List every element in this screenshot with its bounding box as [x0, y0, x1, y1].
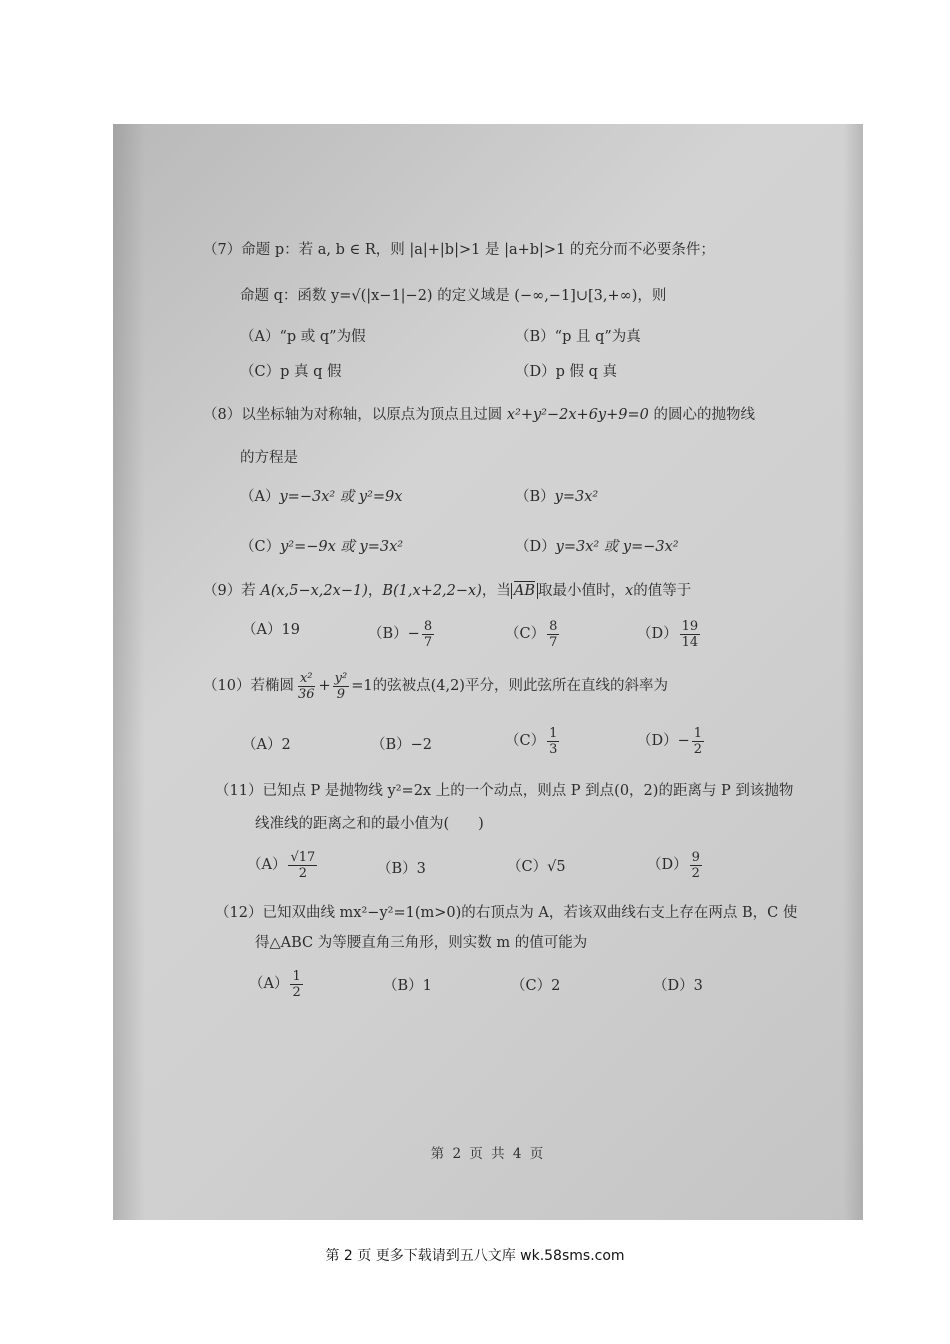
option-label: （C） — [240, 539, 281, 555]
q8-option-a[interactable] — [240, 490, 402, 505]
question-8-line-2 — [240, 451, 298, 466]
question-text: 若 — [241, 583, 256, 599]
fraction: $\frac{1}{3}$ — [549, 726, 558, 757]
question-text: 的值等于 — [633, 583, 692, 599]
question-number: （12） — [215, 905, 263, 921]
option-label: （C） — [505, 733, 546, 750]
q10-option-d[interactable] — [637, 727, 706, 756]
fraction: $\frac{9}{2}$ — [691, 850, 700, 881]
fraction: $\frac{8}{7}$ — [549, 619, 558, 650]
variable-x: x — [625, 583, 634, 599]
q8-option-b[interactable] — [515, 490, 598, 505]
question-number: （8） — [203, 407, 242, 423]
question-text: 若椭圆 — [250, 678, 294, 695]
equation-rhs: =1 — [351, 678, 373, 695]
fraction: $\frac{√17}{2}$ — [290, 850, 316, 881]
question-12-line-1 — [215, 906, 797, 921]
question-10-line-1: （10） 若椭圆 $\frac{\text{x²}}{36}$ + $\frac{\text{y²}}{9}$ =1 的弦被点(4,2)平分，则此弦所在直线的斜率为 — [203, 671, 668, 702]
q7-option-b[interactable] — [515, 330, 641, 345]
option-text: （A）“p 或 q”为假 — [240, 329, 366, 345]
fraction: $\frac{1}{2}$ — [292, 969, 301, 1000]
question-7-line-1 — [203, 243, 715, 258]
q10-option-a[interactable] — [242, 738, 291, 753]
question-number: （10） — [203, 678, 251, 695]
q7-option-c[interactable] — [240, 365, 342, 380]
point-b: B(1,x+2,2−x) — [382, 583, 482, 599]
q11-option-c[interactable] — [507, 860, 566, 875]
page-number: 第 2 页 共 4 页 — [430, 1146, 546, 1162]
question-text: ，当 — [481, 583, 511, 599]
option-text: （A）2 — [242, 737, 291, 753]
question-8-line-1 — [203, 408, 755, 423]
question-text: 已知双曲线 mx²−y²=1(m>0)的右顶点为 A，若该双曲线右支上存在两点 B，C 使 — [262, 905, 798, 921]
q9-option-a[interactable] — [242, 623, 300, 638]
q8-option-d[interactable] — [515, 540, 679, 555]
photo-shadow-left — [113, 124, 145, 1220]
question-text: 的方程是 — [240, 450, 298, 466]
option-text: （B）“p 且 q”为真 — [515, 329, 641, 345]
photo-shadow-right — [843, 124, 863, 1220]
q11-option-b[interactable] — [377, 862, 426, 877]
q12-option-a[interactable] — [249, 970, 305, 999]
option-text: （A）19 — [242, 622, 300, 638]
option-label: （A） — [240, 489, 280, 505]
question-12-line-2 — [255, 936, 587, 951]
q9-option-c[interactable] — [505, 620, 561, 649]
q7-option-a[interactable] — [240, 330, 366, 345]
option-label: （B） — [368, 626, 408, 643]
q11-option-d[interactable] — [647, 851, 704, 880]
option-text: y²=−9x 或 y=3x² — [280, 539, 404, 555]
option-text: （B）−2 — [371, 737, 433, 753]
proposition-p: 命题 p：若 a, b ∈ R，则 |a|+|b|>1 是 |a+b|>1 的充分而不必要条件； — [241, 242, 715, 258]
question-number: （11） — [215, 783, 263, 799]
fraction: $\frac{19}{14}$ — [681, 619, 699, 650]
option-text: （B）3 — [377, 861, 426, 877]
point-a: A(x,5−x,2x−1) — [260, 583, 368, 599]
question-text: 以坐标轴为对称轴，以原点为顶点且过圆 — [241, 407, 503, 423]
option-label: （A） — [247, 857, 287, 874]
option-text: （D）p 假 q 真 — [515, 364, 618, 380]
vector-ab: AB — [513, 583, 536, 599]
question-9-line-1: （9）若 A(x,5−x,2x−1)，B(1,x+2,2−x)，当 AB 取最小值时，x的值等于 — [203, 583, 692, 599]
question-number: （7） — [203, 242, 242, 258]
fraction: $\frac{8}{7}$ — [423, 619, 433, 650]
q10-option-c[interactable] — [505, 727, 561, 756]
q12-option-b[interactable] — [383, 979, 432, 994]
question-text: 的圆心的抛物线 — [653, 407, 755, 423]
option-text: （B）1 — [383, 978, 432, 994]
proposition-q: 命题 q：函数 y=√(|x−1|−2) 的定义域是 (−∞,−1]∪[3,+∞)，则 — [240, 288, 667, 304]
question-text: 得△ABC 为等腰直角三角形，则实数 m 的值可能为 — [255, 935, 588, 951]
q9-option-b[interactable]: （B） − $\frac{8}{7}$ — [368, 619, 433, 650]
fraction: $\frac{1}{2}$ — [693, 726, 703, 757]
fraction-x: $\frac{\text{x²}}{36}$ — [297, 671, 315, 702]
option-label: （B） — [515, 489, 555, 505]
question-text: 的弦被点(4,2)平分，则此弦所在直线的斜率为 — [372, 678, 668, 695]
q12-option-d[interactable] — [653, 979, 703, 994]
option-text: （C）p 真 q 假 — [240, 364, 342, 380]
option-text: y=3x² — [554, 489, 599, 505]
q8-option-c[interactable] — [240, 540, 403, 555]
q12-option-c[interactable] — [511, 979, 560, 994]
fraction-y: $\frac{\text{y²}}{9}$ — [334, 671, 348, 702]
q7-option-d[interactable] — [515, 365, 617, 380]
question-text: 已知点 P 是抛物线 y²=2x 上的一个动点，则点 P 到点(0，2)的距离与 P 到该抛物 — [262, 783, 794, 799]
question-text: 线准线的距离之和的最小值为( ) — [255, 816, 484, 832]
option-text: y=3x² 或 y=−3x² — [555, 539, 679, 555]
option-label: （C） — [505, 626, 546, 643]
scanned-page-photo — [113, 124, 863, 1220]
circle-equation: x²+y²−2x+6y+9=0 — [506, 407, 649, 423]
option-label: （D） — [637, 626, 678, 643]
q9-option-d[interactable] — [637, 620, 702, 649]
option-text: （C）2 — [511, 978, 561, 994]
option-text: y=−3x² 或 y²=9x — [279, 489, 403, 505]
question-number: （9） — [203, 583, 242, 599]
footer-caption: 第 2 页 更多下载请到五八文库 wk.58sms.com — [325, 1248, 625, 1264]
option-label: （D）− — [637, 733, 690, 750]
question-text: 取最小值时， — [538, 583, 626, 599]
question-7-line-2 — [240, 289, 666, 304]
q10-option-b[interactable] — [371, 738, 432, 753]
option-text: （C）√5 — [507, 859, 566, 875]
q11-option-a[interactable] — [247, 851, 319, 880]
option-label: （D） — [647, 857, 688, 874]
option-text: （D）3 — [653, 978, 703, 994]
question-11-line-1 — [215, 784, 793, 799]
question-11-line-2 — [255, 817, 484, 832]
option-label: （D） — [515, 539, 556, 555]
option-label: （A） — [249, 976, 289, 993]
